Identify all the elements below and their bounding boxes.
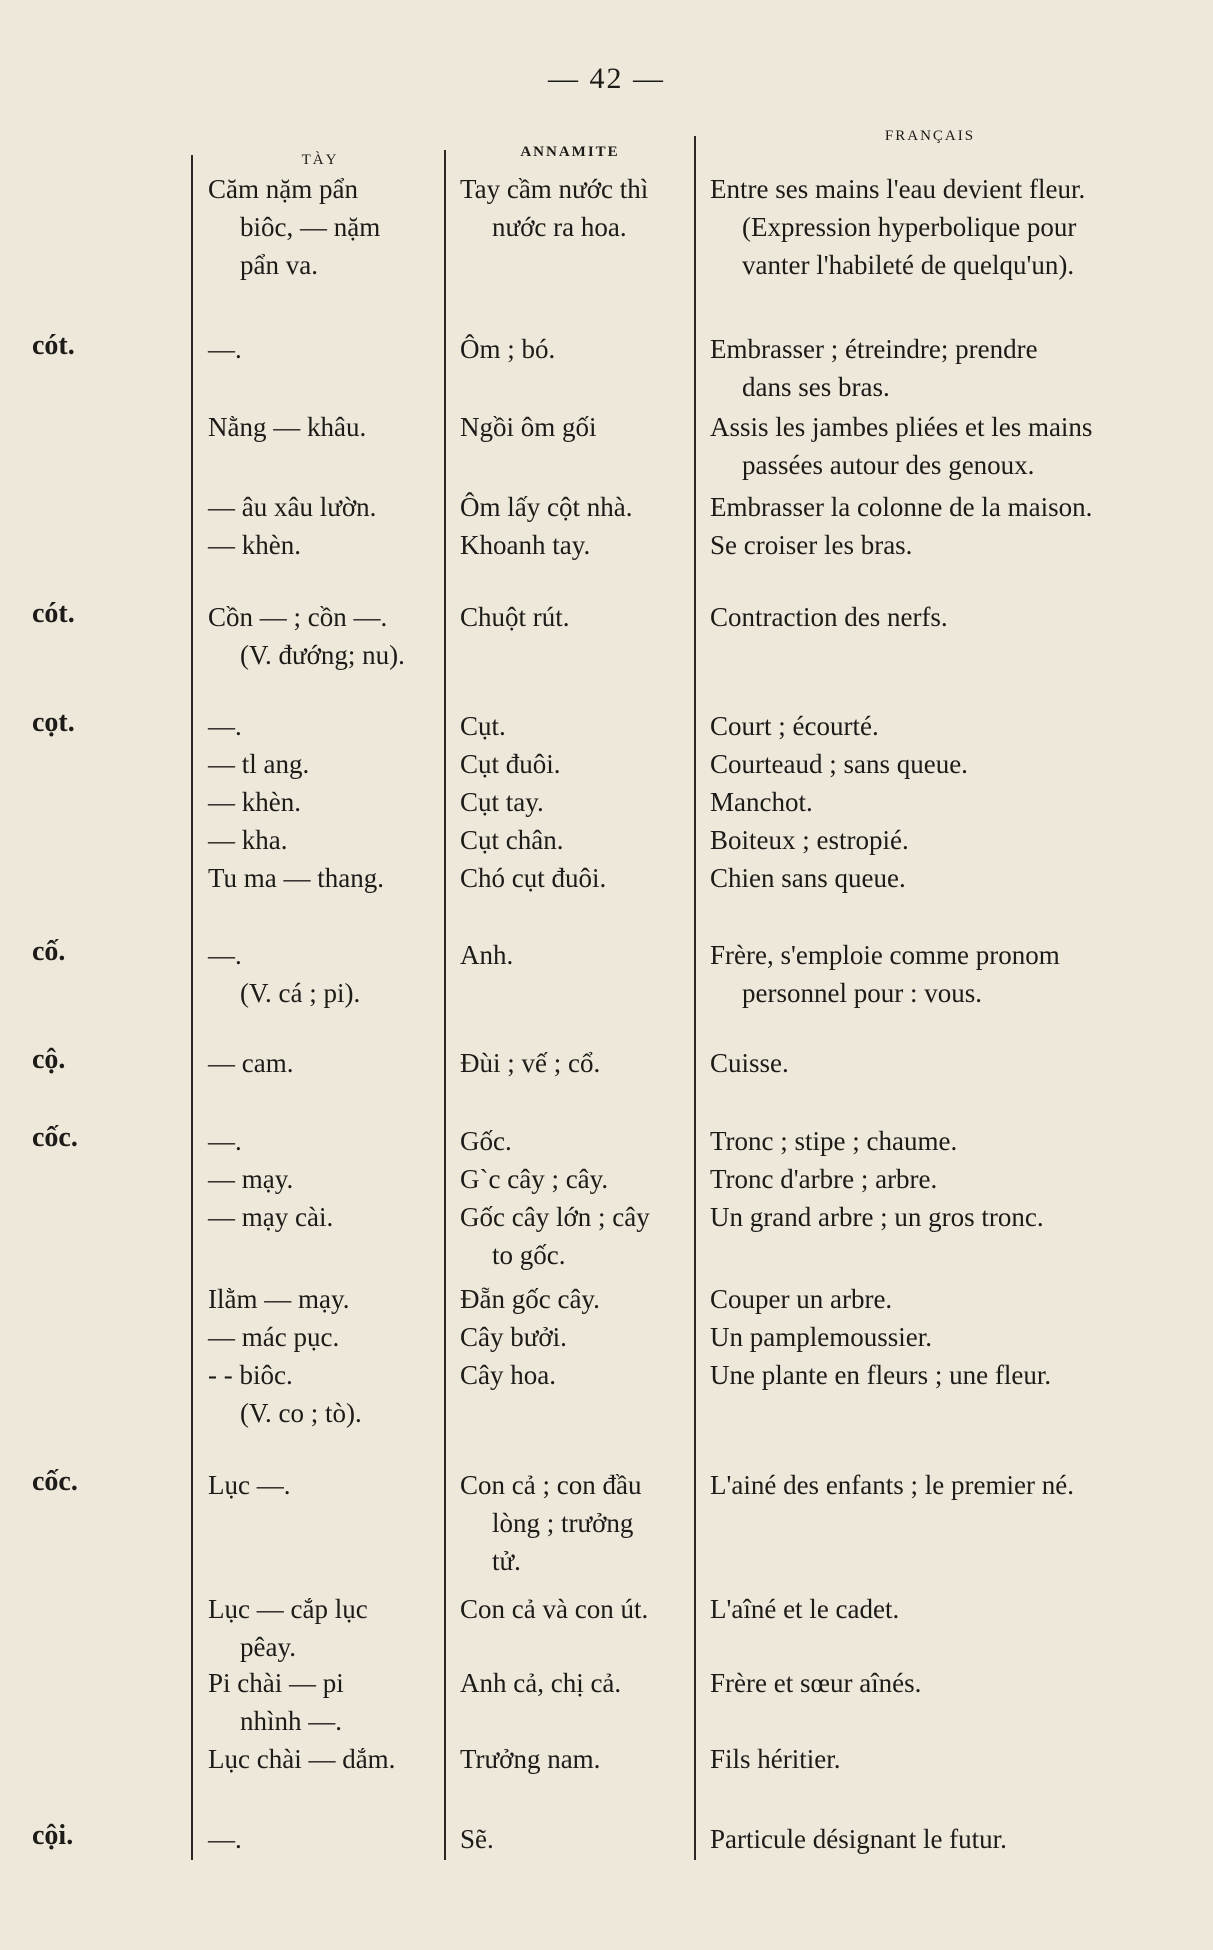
annamite-cell (460, 1044, 692, 1082)
tay-line: Ilằm — mạy. (208, 1284, 350, 1314)
annamite-cell (460, 408, 692, 446)
annamite-cell (460, 1280, 692, 1394)
annamite-cell (460, 488, 692, 564)
francais-line: Frère et sœur aînés. (710, 1668, 922, 1698)
tay-cell (208, 408, 436, 446)
francais-line: Cuisse. (710, 1048, 789, 1078)
annamite-line: Đẵn gốc cây. (460, 1284, 600, 1314)
tay-line: pẩn va. (240, 250, 318, 280)
annamite-line: Anh. (460, 940, 514, 970)
tay-line: — âu xâu lườn. (208, 492, 377, 522)
tay-line: — mạy. (208, 1164, 294, 1194)
headword: cọt. (32, 707, 75, 738)
annamite-cell (460, 1664, 692, 1778)
page-number: — 42 — (548, 62, 665, 95)
column-rule-left (191, 155, 193, 1860)
francais-line: Assis les jambes pliées et les mains (710, 412, 1093, 442)
tay-line: Pi chài — pi (208, 1668, 344, 1698)
francais-line: Entre ses mains l'eau devient fleur. (710, 174, 1086, 204)
tay-line: Cồn — ; cồn —. (208, 602, 388, 632)
francais-line: Embrasser ; étreindre; prendre (710, 334, 1038, 364)
tay-line: nhình —. (240, 1706, 343, 1736)
annamite-line: nước ra hoa. (492, 212, 627, 242)
francais-line (710, 1702, 1180, 1740)
tay-cell (208, 330, 436, 368)
annamite-line: Sẽ. (460, 1824, 494, 1854)
francais-cell (710, 1280, 1180, 1394)
francais-line: Courteaud ; sans queue. (710, 749, 968, 779)
francais-cell (710, 1122, 1180, 1236)
annamite-line: G`c cây ; cây. (460, 1164, 609, 1194)
tay-cell (208, 936, 436, 1012)
annamite-line: Đùi ; vế ; cổ. (460, 1048, 601, 1078)
annamite-line: tử. (492, 1546, 521, 1576)
tay-line: - - biôc. (208, 1360, 293, 1390)
tay-line: —. (208, 711, 242, 741)
francais-line: Boiteux ; estropié. (710, 825, 909, 855)
tay-line: Nằng — khâu. (208, 412, 367, 442)
annamite-cell (460, 707, 692, 897)
tay-line: (V. đướng; nu). (240, 640, 405, 670)
francais-cell (710, 936, 1180, 1012)
headword: cố. (32, 936, 66, 967)
tay-line: (V. co ; tò). (240, 1398, 362, 1428)
annamite-line: to gốc. (492, 1240, 566, 1270)
headword: cót. (32, 598, 75, 629)
francais-line: Particule désignant le futur. (710, 1824, 1007, 1854)
francais-line: L'ainé des enfants ; le premier né. (710, 1470, 1074, 1500)
francais-cell (710, 1466, 1180, 1504)
francais-line: Tronc ; stipe ; chaume. (710, 1126, 958, 1156)
tay-line: Căm nặm pẩn (208, 174, 358, 204)
annamite-line: Khoanh tay. (460, 530, 591, 560)
francais-cell (710, 1664, 1180, 1778)
francais-line: Un pamplemoussier. (710, 1322, 932, 1352)
francais-line: passées autour des genoux. (742, 450, 1035, 480)
francais-line: L'aîné et le cadet. (710, 1594, 900, 1624)
headword: cộ. (32, 1044, 66, 1075)
francais-line: dans ses bras. (742, 372, 890, 402)
annamite-line: Gốc cây lớn ; cây (460, 1202, 650, 1232)
tay-cell (208, 1664, 436, 1778)
annamite-cell (460, 1466, 692, 1580)
tay-line: — mác pục. (208, 1322, 340, 1352)
tay-cell (208, 707, 436, 897)
tay-cell (208, 1590, 436, 1666)
annamite-line: Cụt. (460, 711, 506, 741)
francais-line: personnel pour : vous. (742, 978, 982, 1008)
francais-line: Frère, s'emploie comme pronom (710, 940, 1060, 970)
tay-line: Lục — cắp lục (208, 1594, 368, 1624)
francais-line: Une plante en fleurs ; une fleur. (710, 1360, 1052, 1390)
annamite-cell (460, 170, 692, 246)
annamite-line: Trưởng nam. (460, 1744, 601, 1774)
column-rule-middle (444, 150, 446, 1860)
annamite-line: Anh cả, chị cả. (460, 1668, 622, 1698)
annamite-line: Cây hoa. (460, 1360, 556, 1390)
tay-cell (208, 1280, 436, 1432)
francais-line: Se croiser les bras. (710, 530, 913, 560)
tay-cell (208, 170, 436, 284)
francais-cell (710, 408, 1180, 484)
tay-line: — mạy cài. (208, 1202, 334, 1232)
tay-line: (V. cá ; pi). (240, 978, 361, 1008)
tay-line: —. (208, 940, 242, 970)
annamite-line: lòng ; trưởng (492, 1508, 634, 1538)
annamite-line: Cụt chân. (460, 825, 564, 855)
tay-cell (208, 1820, 436, 1858)
francais-line: Un grand arbre ; un gros tronc. (710, 1202, 1044, 1232)
tay-line: —. (208, 1824, 242, 1854)
tay-line: Lục chài — dắm. (208, 1744, 396, 1774)
tay-line: Tu ma — thang. (208, 863, 385, 893)
francais-cell (710, 330, 1180, 406)
annamite-cell (460, 1820, 692, 1858)
tay-line: Lục —. (208, 1470, 291, 1500)
headword: cót. (32, 330, 75, 361)
francais-line: Manchot. (710, 787, 813, 817)
annamite-cell (460, 1122, 692, 1274)
annamite-line: Chó cụt đuôi. (460, 863, 607, 893)
annamite-line: Ôm lấy cột nhà. (460, 492, 633, 522)
tay-cell (208, 1044, 436, 1082)
francais-cell (710, 707, 1180, 897)
francais-cell (710, 488, 1180, 564)
tay-line: — kha. (208, 825, 288, 855)
annamite-line: Gốc. (460, 1126, 512, 1156)
francais-cell (710, 1044, 1180, 1082)
annamite-cell (460, 1590, 692, 1628)
annamite-cell (460, 598, 692, 636)
annamite-line: Ngồi ôm gối (460, 412, 597, 442)
annamite-line: Con cả ; con đầu (460, 1470, 642, 1500)
annamite-line: Cụt đuôi. (460, 749, 561, 779)
francais-line: Tronc d'arbre ; arbre. (710, 1164, 938, 1194)
annamite-cell (460, 936, 692, 974)
tay-line: biôc, — nặm (240, 212, 381, 242)
annamite-line: Tay cầm nước thì (460, 174, 649, 204)
annamite-line: Cây bưởi. (460, 1322, 567, 1352)
francais-line: Chien sans queue. (710, 863, 906, 893)
annamite-line (460, 1702, 692, 1740)
francais-line: Contraction des nerfs. (710, 602, 948, 632)
tay-line: —. (208, 1126, 242, 1156)
francais-line: (Expression hyperbolique pour (742, 212, 1077, 242)
francais-cell (710, 1820, 1180, 1858)
tay-cell (208, 598, 436, 674)
annamite-cell (460, 330, 692, 368)
annamite-line: Con cả và con út. (460, 1594, 649, 1624)
tay-line: — tl ang. (208, 749, 310, 779)
francais-line: Court ; écourté. (710, 711, 879, 741)
francais-line: vanter l'habileté de quelqu'un). (742, 250, 1075, 280)
tay-cell (208, 488, 436, 564)
annamite-line: Cụt tay. (460, 787, 544, 817)
tay-line: — khèn. (208, 530, 301, 560)
tay-cell (208, 1122, 436, 1236)
headword: cội. (32, 1820, 74, 1851)
tay-line: pêay. (240, 1632, 296, 1662)
tay-cell (208, 1466, 436, 1504)
francais-line: Couper un arbre. (710, 1284, 893, 1314)
headword: cốc. (32, 1122, 78, 1153)
column-header-francais: FRANÇAIS (884, 128, 976, 144)
column-header-tay: TÀY (301, 152, 339, 168)
column-rule-right (694, 136, 696, 1860)
francais-line: Embrasser la colonne de la maison. (710, 492, 1093, 522)
francais-cell (710, 1590, 1180, 1628)
headword: cốc. (32, 1466, 78, 1497)
tay-line: —. (208, 334, 242, 364)
column-header-annamite: ANNAMITE (520, 144, 620, 160)
francais-cell (710, 598, 1180, 636)
francais-line: Fils héritier. (710, 1744, 841, 1774)
tay-line: — khèn. (208, 787, 301, 817)
annamite-line: Ôm ; bó. (460, 334, 556, 364)
francais-cell (710, 170, 1180, 284)
annamite-line: Chuột rút. (460, 602, 570, 632)
tay-line: — cam. (208, 1048, 294, 1078)
